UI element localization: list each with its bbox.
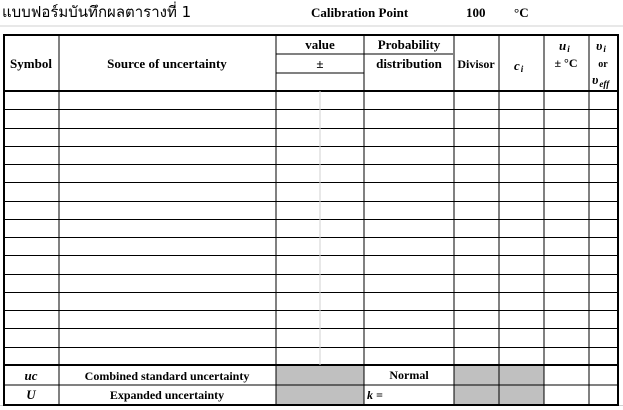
table-body-rows xyxy=(4,110,618,348)
coverage-factor-label: k = xyxy=(367,388,383,402)
header-vi: υi xyxy=(596,38,606,54)
expanded-uncertainty-label: Expanded uncertainty xyxy=(109,388,225,402)
expanded-symbol: U xyxy=(26,387,36,402)
header-ui: ui xyxy=(559,38,570,54)
header-probability: Probability xyxy=(377,37,441,52)
header-ui-unit: ± °C xyxy=(554,56,578,70)
header-symbol: Symbol xyxy=(10,56,52,71)
calibration-point-label: Calibration Point xyxy=(311,5,409,20)
form-title: แบบฟอร์มบันทึกผลตารางที่ 1 xyxy=(2,3,192,21)
header-source: Source of uncertainty xyxy=(107,56,227,71)
spreadsheet-gridlines xyxy=(0,26,623,406)
header-value-plusminus: ± xyxy=(316,56,324,71)
header-or: or xyxy=(598,59,608,70)
temperature-unit: °C xyxy=(514,5,529,20)
header-divisor: Divisor xyxy=(457,57,495,71)
calibration-point-value: 100 xyxy=(466,5,486,20)
header-value: value xyxy=(305,37,335,52)
header-distribution: distribution xyxy=(376,56,442,71)
combined-distribution: Normal xyxy=(389,368,429,382)
combined-uncertainty-label: Combined standard uncertainty xyxy=(84,369,250,383)
header-veff: $\upsilon_{eff}$ xyxy=(592,72,610,89)
header-ci: ci xyxy=(514,58,524,74)
uc-symbol: uc xyxy=(24,368,38,383)
